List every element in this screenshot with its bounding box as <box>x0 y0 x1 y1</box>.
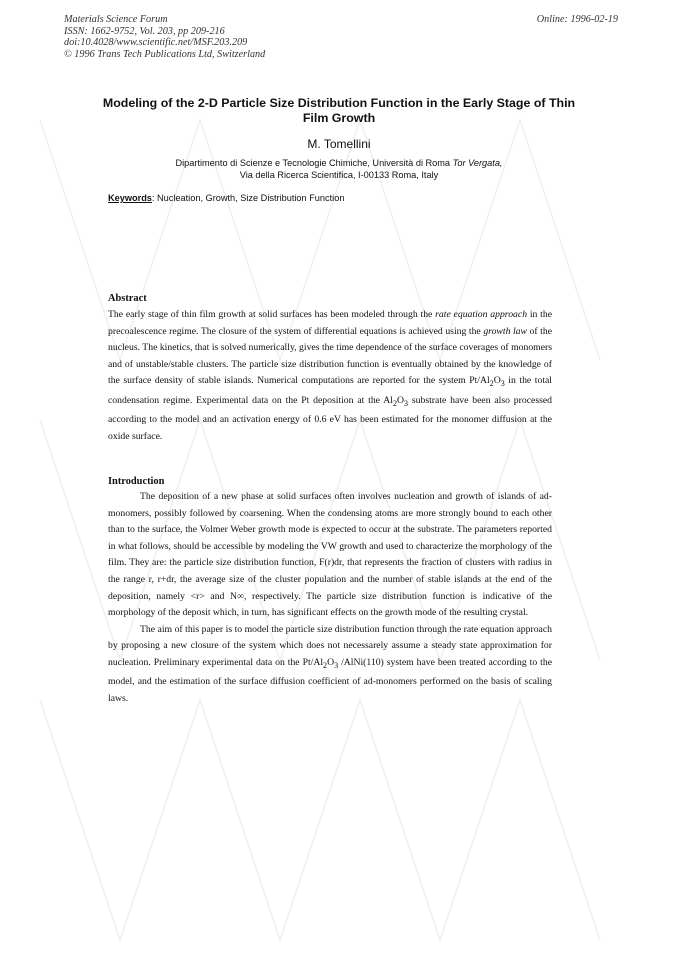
journal-header <box>64 14 265 60</box>
keywords-label: Keywords <box>108 193 152 203</box>
doi: doi:10.4028/www.scientific.net/MSF.203.209 <box>64 37 248 49</box>
affiliation-line-2: Via della Ricerca Scientifica, I-00133 Roma, Italy <box>239 170 439 180</box>
intro-paragraph-2: The aim of this paper is to model the particle size distribution function through the rate equation approach by proposing a new closure of the system which does not necessarely assume a steady state approximation for nucleation. Preliminary experimental data on the $Pt/Al_2O_3$ /AlNi(110) system have been treated according to the model, and the estimation of the surface diffusion coefficient of ad-monomers performed on the basis of scaling laws. <box>108 623 552 705</box>
keywords <box>108 193 344 203</box>
introduction-heading: Introduction <box>108 476 165 487</box>
copyright: © 1996 Trans Tech Publications Ltd, Switzerland <box>64 48 266 60</box>
abstract-body: The early stage of thin film growth at solid surfaces has been modeled through the rate equation approach in the precoalescence regime. The closure of the system of differential equations is achieved using the growth law of the nucleus. The kinetics, that is solved numerically, gives the time dependence of the surface coverages of monomers and of unstable/stable clusters. The particle size distribution function is eventually obtained by the knowledge of the surface density of stable islands. Numerical computations are reported for the system $Pt/Al_2O_3$ in the total condensation regime. Experimental data on the Pt deposition at the $Al_2O_3$ substrate have been also processed according to the model and an activation energy of 0.6 eV has been estimated for the monomer diffusion at the oxide surface. <box>108 309 553 443</box>
intro-paragraph-1: The deposition of a new phase at solid surfaces often involves nucleation and growth of islands of ad-monomers, possibly followed by coarsening. When the condensing atoms are more strongly bound to each other than to the surface, the Volmer Weber growth mode is expected to occur at the substrate. The parameters reported in what follows, should be accessible by modeling the VW growth and used to characterize the morphology of the film. They are: the particle size distribution function, F(r)dr, that represents the fraction of clusters with radius in the range r, r+dr, the average size of the cluster population and the number of stable islands at the end of the deposition, namely <r> and N∞, respectively. The particle size distribution function is indicative of the morphology of the deposit which, in turn, has significant effects on the growth mode of the resulting crystal. <box>108 491 552 619</box>
affiliation-line-1: Dipartimento di Scienze e Tecnologie Chimiche, Università di Roma Tor Vergata, <box>175 158 503 168</box>
affiliation-italic: Tor Vergata, <box>452 158 503 168</box>
author: M. Tomellini <box>307 137 371 151</box>
keywords-text: : Nucleation, Growth, Size Distribution Function <box>151 193 345 203</box>
affiliation <box>0 157 678 181</box>
journal-name: Materials Science Forum <box>64 14 168 25</box>
abstract-heading: Abstract <box>108 293 147 304</box>
issn: ISSN: 1662-9752, Vol. 203, pp 209-216 <box>64 25 225 37</box>
online-date: Online: 1996-02-19 <box>536 14 618 25</box>
introduction-body <box>108 489 552 708</box>
paper-title: Modeling of the 2-D Particle Size Distribution Function in the Early Stage of Thin Film Growth <box>102 96 576 125</box>
